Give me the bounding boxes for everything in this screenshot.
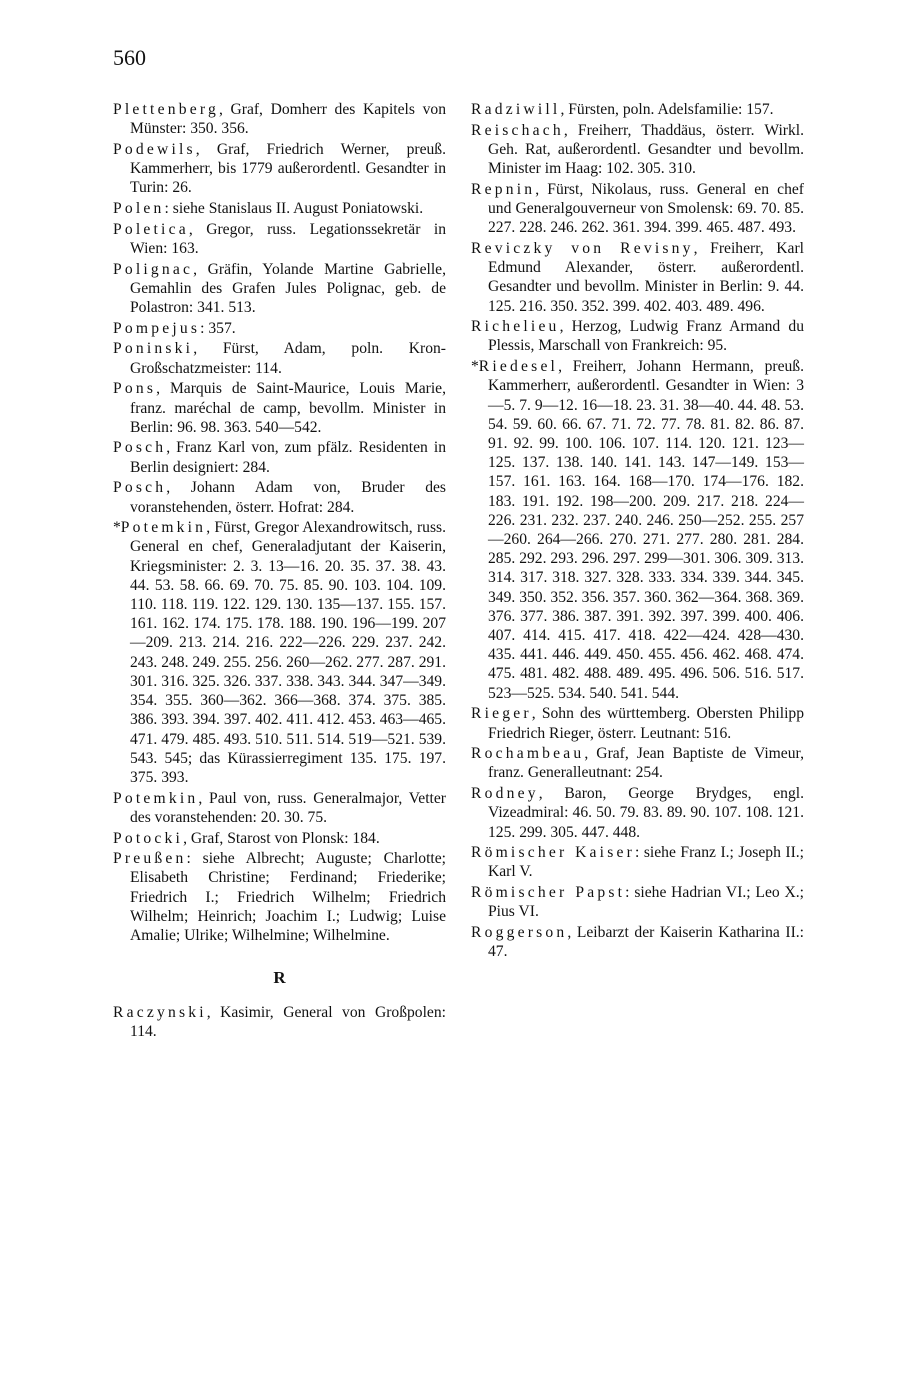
entry-heading: Reischach <box>471 121 564 139</box>
entry-heading: Potocki <box>113 829 184 847</box>
entry-text: , Freiherr, Johann Hermann, preuß. Kammerherr, außerordentl. Gesandter in Wien: 3—5. 7. 9—12. 16—18. 23. 31. 38—40. 44. 48. 53. 54. 59. 60. 66. 67. 71. 72. 77. 78. 81. 82. 86. 87. 91. 92. 99. 100. 106. 107. 114. 120. 121. 123—125. 137. 138. 140. 141. 143. 147—149. 153—157. 161. 163. 164. 168—170. 174—176. 182. 183. 191. 192. 198—200. 209. 217. 218. 224—226. 231. 232. 237. 240. 246. 250—252. 255. 257—260. 264—266. 270. 271. 277. 280. 281. 284. 285. 292. 293. 296. 297. 299—301. 306. 309. 313. 314. 317. 318. 327. 328. 333. 334. 339. 344. 345. 349. 350. 352. 356. 357. 360. 362—364. 368. 369. 376. 377. 386. 387. 391. 392. 397. 399. 400. 406. 407. 414. 415. 417. 418. 422—424. 428—430. 435. 441. 446. 449. 450. 455. 456. 462. 468. 474. 475. 481. 482. 488. 489. 495. 496. 506. 516. 517. 523—525. 534. 540. 541. 544. <box>488 358 804 702</box>
index-entry <box>471 923 804 961</box>
entry-heading: Richelieu <box>471 318 560 336</box>
entry-text: , Gräfin, Yolande Martine Gabrielle, Gemahlin des Grafen Jules Polignac, geb. de Polastron: 341. 513. <box>130 260 446 317</box>
page-number: 560 <box>113 45 146 70</box>
entry-text: : 357. <box>200 319 236 337</box>
entry-heading: Polen <box>113 200 165 218</box>
entry-text: , Graf, Starost von Plonsk: 184. <box>183 829 380 847</box>
entry-heading: Pompejus <box>113 319 201 337</box>
index-entry <box>471 843 804 881</box>
index-entry <box>471 784 804 842</box>
index-entry <box>113 140 446 198</box>
entry-text: , Graf, Domherr des Kapitels von Münster: 350. 356. <box>130 101 446 138</box>
index-column-left <box>113 100 446 1043</box>
index-entry <box>113 220 446 258</box>
section-letter: R <box>273 968 286 988</box>
index-entry <box>113 849 446 945</box>
entry-list-left-after <box>113 1003 446 1041</box>
entry-heading: Posch <box>113 439 167 457</box>
index-entry <box>113 319 446 338</box>
index-entry <box>113 438 446 476</box>
entry-text: , Fürst, Gregor Alexandrowitsch, russ. General en chef, Generaladjutant der Kaiserin, Kriegsminister: 2. 3. 13—16. 20. 35. 37. 38. 43. 44. 53. 58. 66. 69. 70. 75. 85. 90. 103. 104. 109. 110. 118. 119. 122. 129. 130. 135—137. 155. 157. 161. 162. 174. 175. 178. 188. 190. 196—199. 207—209. 213. 214. 216. 222—226. 229. 237. 242. 243. 248. 249. 255. 256. 260—262. 277. 287. 291. 301. 316. 325. 326. 337. 338. 343. 344. 347—349. 354. 355. 360—362. 366—368. 374. 375. 385. 386. 393. 394. 397. 402. 411. 412. 453. 463—465. 471. 479. 485. 493. 510. 511. 514. 519—521. 539. 543. 545; das Kürassierregiment 135. 175. 197. 375. 393. <box>130 519 446 786</box>
entry-list-right <box>471 100 804 961</box>
entry-text: , Graf, Friedrich Werner, preuß. Kammerherr, bis 1779 außerordentl. Gesandter in Turin: 26. <box>130 140 446 197</box>
entry-list-left <box>113 100 446 945</box>
index-entry <box>113 829 446 848</box>
entry-heading: Potemkin <box>113 789 199 807</box>
entry-heading: Roggerson <box>471 924 568 942</box>
entry-text: , Freiherr, Karl Edmund Alexander, österr. außerordentl. Gesandter und bevollm. Minister in Berlin: 9. 44. 125. 216. 350. 352. 399. 402. 403. 489. 496. <box>488 239 804 315</box>
entry-heading: Römischer Kaiser <box>471 844 635 862</box>
entry-heading: Reviczky von Revisny <box>471 239 694 257</box>
entry-heading: Riedesel <box>478 358 559 376</box>
index-entry <box>113 199 446 218</box>
entry-heading: Römischer Papst <box>471 884 626 902</box>
index-entry <box>113 379 446 437</box>
entry-heading: Rochambeau <box>471 745 585 763</box>
entry-heading: Pons <box>113 380 157 398</box>
entry-text: , Paul von, russ. Generalmajor, Vetter des voranstehenden: 20. 30. 75. <box>130 789 446 826</box>
entry-text: , Leibarzt der Kaiserin Katharina II.: 47. <box>488 924 804 961</box>
entry-text: , Johann Adam von, Bruder des voranstehenden, österr. Hofrat: 284. <box>130 479 446 516</box>
index-entry <box>471 744 804 782</box>
entry-heading: Repnin <box>471 180 536 198</box>
index-entry <box>113 789 446 827</box>
entry-text: , Graf, Jean Baptiste de Vimeur, franz. Generalleutnant: 254. <box>488 745 804 782</box>
index-entry <box>471 121 804 179</box>
entry-heading: Poninski <box>113 340 194 358</box>
index-entry <box>113 518 446 787</box>
entry-heading: Preußen <box>113 850 187 868</box>
entry-heading: Rieger <box>471 705 532 723</box>
index-entry <box>113 1003 446 1041</box>
entry-marker: * <box>113 519 121 537</box>
index-entry <box>113 260 446 318</box>
entry-text: : siehe Franz I.; Joseph II.; Karl V. <box>488 844 805 881</box>
entry-heading: Potemkin <box>120 519 207 537</box>
entry-text: , Baron, George Brydges, engl. Vizeadmiral: 46. 50. 79. 83. 89. 90. 107. 108. 121. 125. 299. 305. 447. 448. <box>488 785 804 841</box>
entry-text: , Freiherr, Thaddäus, österr. Wirkl. Geh. Rat, außerordentl. Gesandter und bevollm. Minister im Haag: 102. 305. 310. <box>488 121 804 178</box>
index-entry <box>113 100 446 138</box>
entry-marker: * <box>471 358 479 376</box>
entry-text: , Kasimir, General von Großpolen: 114. <box>130 1004 446 1041</box>
entry-text: , Fürst, Adam, poln. Kron-Großschatzmeister: 114. <box>130 340 446 377</box>
index-entry <box>471 883 804 921</box>
index-entry <box>471 317 804 355</box>
entry-text: , Herzog, Ludwig Franz Armand du Plessis, Marschall von Frankreich: 95. <box>488 318 804 355</box>
entry-text: : siehe Stanislaus II. August Poniatowski. <box>164 200 424 218</box>
entry-text: , Gregor, russ. Legationssekretär in Wien: 163. <box>130 220 446 257</box>
entry-text: : siehe Hadrian VI.; Leo X.; Pius VI. <box>488 884 804 921</box>
entry-heading: Plettenberg <box>113 101 219 118</box>
entry-text: , Franz Karl von, zum pfälz. Residenten in Berlin designiert: 284. <box>130 439 446 476</box>
entry-text: , Sohn des württemberg. Obersten Philipp Friedrich Rieger, österr. Leutnant: 516. <box>488 705 804 742</box>
entry-heading: Posch <box>113 479 167 497</box>
entry-text: : siehe Albrecht; Auguste; Charlotte; Elisabeth Christine; Ferdinand; Friederike; Friedrich I.; Friedrich Wilhelm; Friedrich Wilhelm; Heinrich; Joachim I.; Ludwig; Luise Amalie; Ulrike; Wilhelmine; Wilhelmine. <box>130 850 446 945</box>
index-entry <box>471 239 804 316</box>
index-entry <box>471 180 804 238</box>
index-entry <box>113 478 446 516</box>
index-entry <box>471 704 804 742</box>
entry-heading: Rodney <box>471 785 539 803</box>
entry-heading: Raczynski <box>113 1004 207 1022</box>
entry-heading: Radziwill <box>471 101 561 118</box>
entry-heading: Podewils <box>113 140 196 158</box>
entry-heading: Polignac <box>113 260 194 278</box>
index-entry <box>471 100 804 119</box>
index-column-right <box>471 100 804 963</box>
entry-text: , Fürsten, poln. Adelsfamilie: 157. <box>560 101 774 118</box>
index-entry <box>471 357 804 703</box>
entry-heading: Poletica <box>113 220 189 238</box>
entry-text: , Marquis de Saint-Maurice, Louis Marie, franz. maréchal de camp, bevollm. Minister in Berlin: 96. 98. 363. 540—542. <box>130 380 446 436</box>
index-entry <box>113 339 446 377</box>
entry-text: , Fürst, Nikolaus, russ. General en chef und Generalgouverneur von Smolensk: 69. 70. 85. 227. 228. 246. 262. 361. 394. 399. 465. 487. 493. <box>488 180 804 237</box>
